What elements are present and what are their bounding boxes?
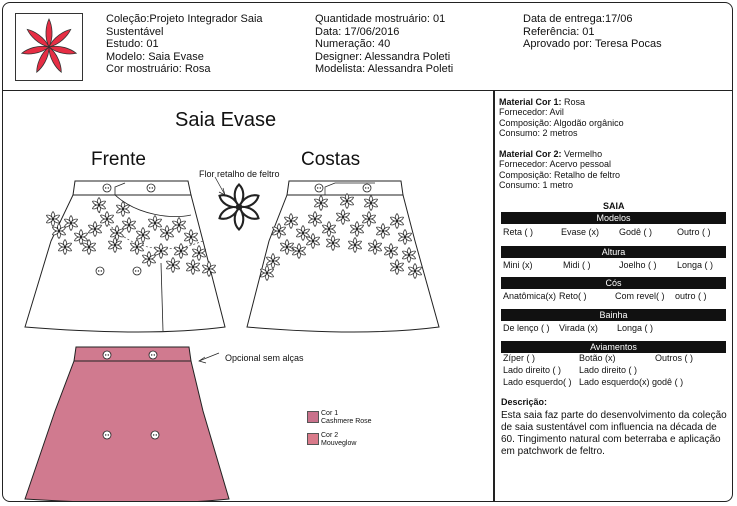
- material-title: Material Cor 1:: [499, 97, 562, 107]
- swatch-label-2: [321, 432, 356, 448]
- row-modelos: [501, 227, 726, 238]
- row-aviamentos-1: [501, 353, 726, 364]
- option: Outros ( ): [655, 353, 694, 363]
- option: Godê ( ): [619, 227, 653, 237]
- header-col-details: [315, 13, 453, 76]
- flower-note: Flor retalho de feltro: [199, 169, 280, 179]
- option: Longa ( ): [677, 260, 714, 270]
- row-aviamentos-3: [501, 377, 726, 388]
- model-title: Saia Evase: [175, 109, 277, 131]
- swatch-color: Cashmere Rose: [321, 418, 372, 425]
- header-text: Data de entrega:17/06: [523, 13, 633, 25]
- header-text: Data: 17/06/2016: [315, 25, 400, 38]
- bar-aviamentos: Aviamentos: [501, 341, 726, 353]
- spec-title: SAIA: [603, 201, 625, 211]
- option: Longa ( ): [617, 323, 654, 333]
- option: outro ( ): [675, 291, 707, 301]
- bar-bainha: Bainha: [501, 309, 726, 321]
- material-line: Consumo: 2 metros: [499, 128, 578, 139]
- swatch-color-1: [307, 411, 319, 423]
- swatch-name: Cor 2: [321, 432, 339, 439]
- swatch-color: Mouveglow: [321, 440, 357, 447]
- description-title: Descrição:: [501, 397, 548, 407]
- header-text: Quantidade mostruário: 01: [315, 13, 446, 25]
- option: Lado esquerdo(x) godê ( ): [579, 377, 684, 387]
- bar-modelos: Modelos: [501, 212, 726, 224]
- back-skirt: [247, 181, 439, 332]
- logo: [15, 13, 83, 81]
- back-label: Costas: [301, 149, 361, 170]
- optional-note: Opcional sem alças: [225, 353, 304, 363]
- row-cos: [501, 291, 726, 302]
- header-text: Aprovado por: Teresa Pocas: [523, 38, 662, 51]
- material-cor-1: [499, 97, 624, 139]
- material-line: Consumo: 1 metro: [499, 180, 574, 191]
- option: Anatômica(x): [503, 291, 557, 301]
- header-text: Numeração: 40: [315, 38, 391, 51]
- bar-altura: Altura: [501, 246, 726, 258]
- front-skirt: [25, 181, 225, 332]
- flower-logo-icon: [16, 14, 82, 80]
- material-line: Composição: Algodão orgânico: [499, 117, 624, 128]
- material-value: Vermelho: [564, 149, 603, 159]
- bar-cos: Cós: [501, 277, 726, 289]
- option: Botão (x): [579, 353, 616, 363]
- header-text: Cor mostruário: Rosa: [106, 63, 211, 76]
- header-text: Estudo: 01: [106, 38, 159, 51]
- front-label: Frente: [91, 149, 146, 170]
- header-text: Modelista: Alessandra Poleti: [315, 63, 454, 76]
- option: Lado esquerdo( ): [503, 377, 572, 387]
- tech-sheet: [2, 2, 733, 502]
- spec-panel: [495, 91, 733, 502]
- option: Evase (x): [561, 227, 600, 237]
- material-line: Composição: Retalho de feltro: [499, 169, 621, 180]
- option: Midi ( ): [563, 260, 591, 270]
- swatch-label-1: [321, 410, 372, 426]
- material-title: Material Cor 2:: [499, 149, 562, 159]
- option: Virada (x): [559, 323, 598, 333]
- swatch-name: Cor 1: [321, 410, 339, 417]
- option: De lenço ( ): [503, 323, 550, 333]
- row-aviamentos-2: [501, 365, 726, 376]
- header-col-collection: [106, 13, 263, 76]
- material-line: Fornecedor: Avil: [499, 107, 564, 118]
- option: Outro ( ): [677, 227, 711, 237]
- row-altura: [501, 260, 726, 271]
- header-col-delivery: [523, 13, 662, 51]
- header-text: Designer: Alessandra Poleti: [315, 50, 451, 63]
- description-text: Esta saia faz parte do desenvolvimento da coleção de saia sustentável com influencia na década de 60. Tingimento natural com beterraba e aplicação em patchwork de feltro.: [501, 410, 727, 457]
- option: Lado direito ( ): [579, 365, 638, 375]
- option: Reta ( ): [503, 227, 534, 237]
- option: Com revel( ): [615, 291, 665, 301]
- material-line: Fornecedor: Acervo pessoal: [499, 159, 612, 170]
- drawing-area: [3, 91, 493, 502]
- option: Reto( ): [559, 291, 587, 301]
- material-cor-2: [499, 149, 620, 191]
- option: Mini (x): [503, 260, 533, 270]
- header: [3, 3, 732, 91]
- header-text: Referência: 01: [523, 25, 595, 38]
- color-skirt: [25, 347, 229, 502]
- swatch-color-2: [307, 433, 319, 445]
- header-text: Coleção:Projeto Integrador Saia: [106, 13, 263, 25]
- skirt-drawings: [3, 91, 493, 502]
- option: Joelho ( ): [619, 260, 657, 270]
- option: Lado direito ( ): [503, 365, 562, 375]
- header-text: Modelo: Saia Evase: [106, 50, 204, 63]
- material-value: Rosa: [564, 97, 586, 107]
- row-bainha: [501, 323, 726, 334]
- option: Zíper ( ): [503, 353, 536, 363]
- header-text: Sustentável: [106, 25, 164, 38]
